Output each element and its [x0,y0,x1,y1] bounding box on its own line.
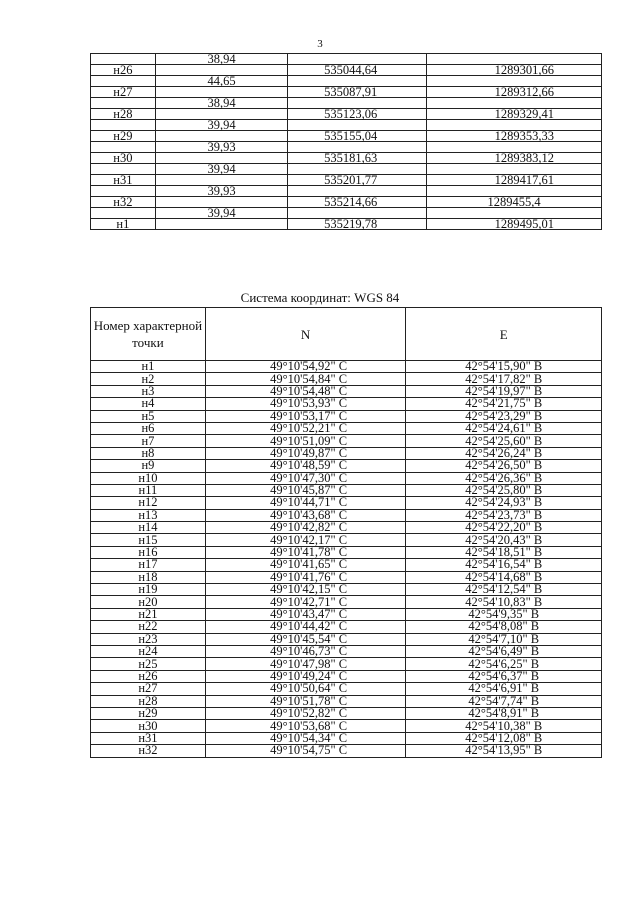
point-name-cell: н19 [91,584,206,596]
longitude-cell: 42°54'14,68" В [406,571,602,583]
point-name-cell: н4 [91,398,206,410]
page-number: 3 [317,38,323,50]
longitude-cell: 42°54'24,93" В [406,497,602,509]
point-name-cell: н30 [91,720,206,732]
longitude-cell: 42°54'6,49" В [406,645,602,657]
latitude-cell: 49°10'44,42" С [205,621,406,633]
point-name-cell: н11 [91,484,206,496]
longitude-cell: 42°54'21,75" В [406,398,602,410]
distance-cell: 44,65 [155,76,288,87]
point-name-cell: н25 [91,658,206,670]
point-name-cell: н26 [91,65,156,76]
latitude-cell: 49°10'43,47" С [205,608,406,620]
latitude-cell: 49°10'42,17" С [205,534,406,546]
point-name-cell: н24 [91,645,206,657]
longitude-cell: 42°54'18,51" В [406,546,602,558]
point-name-cell: н12 [91,497,206,509]
longitude-cell: 42°54'20,43" В [406,534,602,546]
latitude-cell: 49°10'44,71" С [205,497,406,509]
longitude-cell: 42°54'8,91" В [406,707,602,719]
table-row [91,87,602,98]
distance-cell: 38,94 [155,98,288,109]
point-name-cell: н20 [91,596,206,608]
table-row [91,153,602,164]
latitude-cell: 49°10'53,68" С [205,720,406,732]
longitude-cell: 42°54'26,50" В [406,460,602,472]
x-coordinate-cell: 535201,77 [288,175,427,186]
longitude-cell: 42°54'23,29" В [406,410,602,422]
point-name-cell: н31 [91,175,156,186]
table-row [91,197,602,208]
point-name-cell: н6 [91,422,206,434]
longitude-cell: 42°54'7,74" В [406,695,602,707]
latitude-cell: 49°10'49,24" С [205,670,406,682]
latitude-cell: 49°10'41,76" С [205,571,406,583]
distance-cell: 39,94 [155,164,288,175]
point-name-cell: н15 [91,534,206,546]
table-header-row [91,308,602,361]
x-coordinate-cell: 535087,91 [288,87,427,98]
longitude-cell: 42°54'23,73" В [406,509,602,521]
y-coordinate-cell: 1289383,12 [427,153,602,164]
point-name-cell: н18 [91,571,206,583]
table-row [91,109,602,120]
longitude-cell: 42°54'6,91" В [406,683,602,695]
distance-cell: 39,93 [155,142,288,153]
point-name-cell: н28 [91,695,206,707]
point-name-cell: н8 [91,447,206,459]
y-coordinate-cell: 1289329,41 [427,109,602,120]
latitude-cell: 49°10'45,87" С [205,484,406,496]
longitude-cell: 42°54'19,97" В [406,385,602,397]
table-row [91,707,602,719]
latitude-cell: 49°10'42,82" С [205,522,406,534]
longitude-cell: 42°54'16,54" В [406,559,602,571]
longitude-cell: 42°54'13,95" В [406,745,602,757]
longitude-cell: 42°54'12,08" В [406,732,602,744]
point-name-cell: н32 [91,197,156,208]
point-name-cell: н1 [91,361,206,373]
point-name-cell: н16 [91,546,206,558]
latitude-cell: 49°10'46,73" С [205,645,406,657]
y-coordinate-cell: 1289301,66 [427,65,602,76]
point-name-cell: н29 [91,131,156,142]
point-name-cell: н14 [91,522,206,534]
table-row [91,131,602,142]
latitude-cell: 49°10'49,87" С [205,447,406,459]
longitude-cell: 42°54'26,24" В [406,447,602,459]
point-name-cell: н21 [91,608,206,620]
point-name-cell: н2 [91,373,206,385]
latitude-cell: 49°10'53,93" С [205,398,406,410]
distance-cell: 38,94 [155,54,288,65]
point-name-cell: н27 [91,683,206,695]
table-row [91,745,602,757]
point-name-cell: н23 [91,633,206,645]
latitude-cell: 49°10'54,34" С [205,732,406,744]
longitude-cell: 42°54'22,20" В [406,522,602,534]
longitude-cell: 42°54'6,37" В [406,670,602,682]
point-name-cell: н7 [91,435,206,447]
table-row [91,219,602,230]
x-coordinate-cell: 535214,66 [288,197,427,208]
point-name-cell: н17 [91,559,206,571]
latitude-cell: 49°10'42,71" С [205,596,406,608]
latitude-cell: 49°10'54,84" С [205,373,406,385]
y-coordinate-cell: 1289417,61 [427,175,602,186]
longitude-cell: 42°54'26,36" В [406,472,602,484]
point-name-cell: н3 [91,385,206,397]
header-e: E [406,308,602,361]
latitude-cell: 49°10'47,30" С [205,472,406,484]
table-row [91,422,602,434]
longitude-cell: 42°54'6,25" В [406,658,602,670]
latitude-cell: 49°10'47,98" С [205,658,406,670]
latitude-cell: 49°10'54,75" С [205,745,406,757]
point-name-cell: н30 [91,153,156,164]
y-coordinate-cell: 1289312,66 [427,87,602,98]
longitude-cell: 42°54'17,82" В [406,373,602,385]
point-name-cell: н13 [91,509,206,521]
latitude-cell: 49°10'51,78" С [205,695,406,707]
section-title: Система координат: WGS 84 [240,290,400,305]
y-coordinate-cell: 1289353,33 [427,131,602,142]
table-row [91,175,602,186]
longitude-cell: 42°54'12,54" В [406,584,602,596]
point-name-cell: н29 [91,707,206,719]
distance-cell: 39,93 [155,186,288,197]
coordinates-table-wgs84 [90,307,602,758]
longitude-cell: 42°54'9,35" В [406,608,602,620]
point-name-cell: н27 [91,87,156,98]
coordinates-table-msk [90,53,602,230]
latitude-cell: 49°10'51,09" С [205,435,406,447]
point-name-cell: н31 [91,732,206,744]
distance-cell: 39,94 [155,208,288,219]
latitude-cell: 49°10'54,48" С [205,385,406,397]
y-coordinate-cell: 1289455,4 [427,197,602,208]
point-name-cell: н28 [91,109,156,120]
latitude-cell: 49°10'53,17" С [205,410,406,422]
latitude-cell: 49°10'43,68" С [205,509,406,521]
latitude-cell: 49°10'52,82" С [205,707,406,719]
longitude-cell: 42°54'7,10" В [406,633,602,645]
point-name-cell: н32 [91,745,206,757]
table-row [91,65,602,76]
latitude-cell: 49°10'50,64" С [205,683,406,695]
latitude-cell: 49°10'54,92" С [205,361,406,373]
latitude-cell: 49°10'45,54" С [205,633,406,645]
header-point-number: Номер характерной точки [91,308,206,361]
x-coordinate-cell: 535123,06 [288,109,427,120]
point-name-cell: н5 [91,410,206,422]
latitude-cell: 49°10'41,78" С [205,546,406,558]
longitude-cell: 42°54'10,83" В [406,596,602,608]
longitude-cell: 42°54'15,90" В [406,361,602,373]
distance-cell: 39,94 [155,120,288,131]
x-coordinate-cell: 535044,64 [288,65,427,76]
point-name-cell: н26 [91,670,206,682]
latitude-cell: 49°10'42,15" С [205,584,406,596]
point-name-cell: н9 [91,460,206,472]
header-n: N [205,308,406,361]
empty-cell [155,219,288,230]
x-coordinate-cell: 535181,63 [288,153,427,164]
latitude-cell: 49°10'48,59" С [205,460,406,472]
longitude-cell: 42°54'10,38" В [406,720,602,732]
x-coordinate-cell: 535155,04 [288,131,427,142]
y-coordinate-cell: 1289495,01 [427,219,602,230]
longitude-cell: 42°54'25,60" В [406,435,602,447]
longitude-cell: 42°54'8,08" В [406,621,602,633]
latitude-cell: 49°10'52,21" С [205,422,406,434]
x-coordinate-cell: 535219,78 [288,219,427,230]
point-name-cell: н22 [91,621,206,633]
point-name-cell: н1 [91,219,156,230]
longitude-cell: 42°54'24,61" В [406,422,602,434]
point-name-cell: н10 [91,472,206,484]
latitude-cell: 49°10'41,65" С [205,559,406,571]
longitude-cell: 42°54'25,80" В [406,484,602,496]
